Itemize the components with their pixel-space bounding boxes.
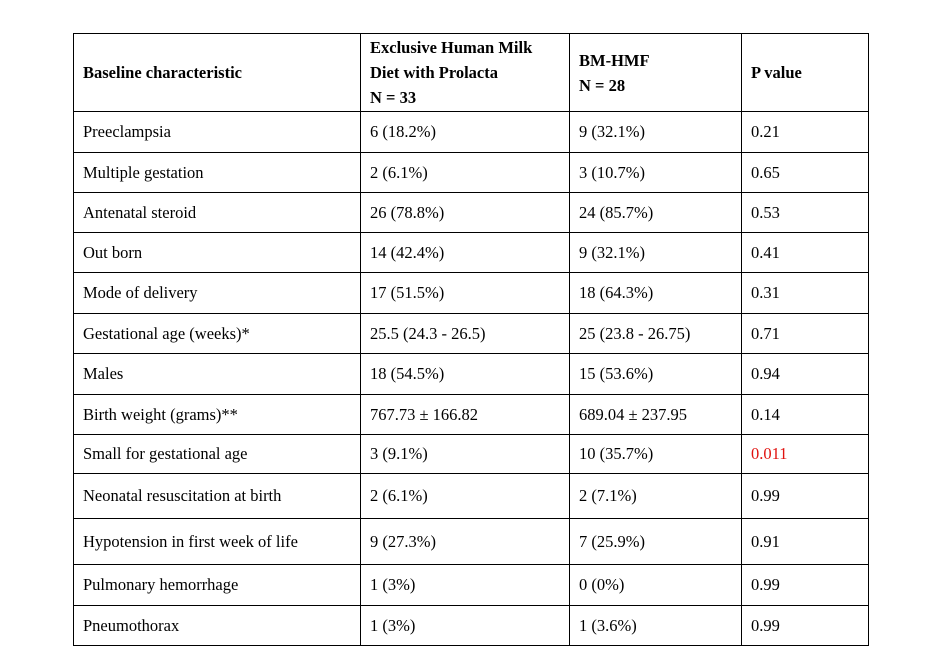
characteristic-cell: Pneumothorax (74, 606, 361, 646)
bm-hmf-cell: 2 (7.1%) (570, 474, 742, 519)
characteristic-cell: Birth weight (grams)** (74, 395, 361, 435)
table-body (74, 112, 869, 646)
baseline-characteristics-table (73, 33, 869, 646)
prolacta-cell: 767.73 ± 166.82 (361, 395, 570, 435)
prolacta-cell: 1 (3%) (361, 565, 570, 606)
bm-hmf-cell: 24 (85.7%) (570, 193, 742, 233)
header-line: Diet with Prolacta (370, 63, 498, 82)
p-value-cell: 0.99 (742, 474, 869, 519)
prolacta-cell: 14 (42.4%) (361, 233, 570, 273)
table-row (74, 153, 869, 193)
header-baseline-characteristic (74, 34, 361, 112)
prolacta-cell: 17 (51.5%) (361, 273, 570, 314)
p-value-cell: 0.011 (742, 435, 869, 474)
table-row (74, 233, 869, 273)
table-row (74, 519, 869, 565)
header-line: Baseline characteristic (83, 63, 242, 82)
p-value-cell: 0.99 (742, 606, 869, 646)
table-row (74, 606, 869, 646)
p-value-cell: 0.65 (742, 153, 869, 193)
bm-hmf-cell: 3 (10.7%) (570, 153, 742, 193)
table-row (74, 273, 869, 314)
p-value-cell: 0.14 (742, 395, 869, 435)
header-line: P value (751, 63, 802, 82)
p-value-cell: 0.99 (742, 565, 869, 606)
characteristic-cell: Preeclampsia (74, 112, 361, 153)
characteristic-cell: Gestational age (weeks)* (74, 314, 361, 354)
table-row (74, 354, 869, 395)
bm-hmf-cell: 0 (0%) (570, 565, 742, 606)
bm-hmf-cell: 10 (35.7%) (570, 435, 742, 474)
bm-hmf-cell: 15 (53.6%) (570, 354, 742, 395)
header-p-value (742, 34, 869, 112)
header-exclusive-human-milk (361, 34, 570, 112)
table-row (74, 395, 869, 435)
p-value-cell: 0.21 (742, 112, 869, 153)
header-line: N = 33 (370, 88, 417, 107)
prolacta-cell: 6 (18.2%) (361, 112, 570, 153)
table-header-row (74, 34, 869, 112)
p-value-cell: 0.41 (742, 233, 869, 273)
bm-hmf-cell: 7 (25.9%) (570, 519, 742, 565)
prolacta-cell: 18 (54.5%) (361, 354, 570, 395)
table-row (74, 565, 869, 606)
bm-hmf-cell: 9 (32.1%) (570, 233, 742, 273)
table-row (74, 314, 869, 354)
table-row (74, 112, 869, 153)
p-value-cell: 0.94 (742, 354, 869, 395)
prolacta-cell: 9 (27.3%) (361, 519, 570, 565)
prolacta-cell: 1 (3%) (361, 606, 570, 646)
header-bm-hmf (570, 34, 742, 112)
characteristic-cell: Mode of delivery (74, 273, 361, 314)
bm-hmf-cell: 9 (32.1%) (570, 112, 742, 153)
characteristic-cell: Pulmonary hemorrhage (74, 565, 361, 606)
table-row (74, 435, 869, 474)
prolacta-cell: 2 (6.1%) (361, 474, 570, 519)
p-value-cell: 0.91 (742, 519, 869, 565)
bm-hmf-cell: 1 (3.6%) (570, 606, 742, 646)
table-row (74, 474, 869, 519)
bm-hmf-cell: 18 (64.3%) (570, 273, 742, 314)
header-line: BM-HMF (579, 50, 650, 70)
table-row (74, 193, 869, 233)
header-line: Exclusive Human Milk (370, 38, 533, 57)
characteristic-cell: Hypotension in first week of life (74, 519, 361, 565)
characteristic-cell: Antenatal steroid (74, 193, 361, 233)
header-line: N = 28 (579, 75, 626, 95)
prolacta-cell: 2 (6.1%) (361, 153, 570, 193)
bm-hmf-cell: 689.04 ± 237.95 (570, 395, 742, 435)
p-value-cell: 0.31 (742, 273, 869, 314)
prolacta-cell: 26 (78.8%) (361, 193, 570, 233)
p-value-cell: 0.71 (742, 314, 869, 354)
characteristic-cell: Out born (74, 233, 361, 273)
p-value-cell: 0.53 (742, 193, 869, 233)
prolacta-cell: 3 (9.1%) (361, 435, 570, 474)
characteristic-cell: Males (74, 354, 361, 395)
characteristic-cell: Small for gestational age (74, 435, 361, 474)
prolacta-cell: 25.5 (24.3 - 26.5) (361, 314, 570, 354)
characteristic-cell: Neonatal resuscitation at birth (74, 474, 361, 519)
characteristic-cell: Multiple gestation (74, 153, 361, 193)
bm-hmf-cell: 25 (23.8 - 26.75) (570, 314, 742, 354)
